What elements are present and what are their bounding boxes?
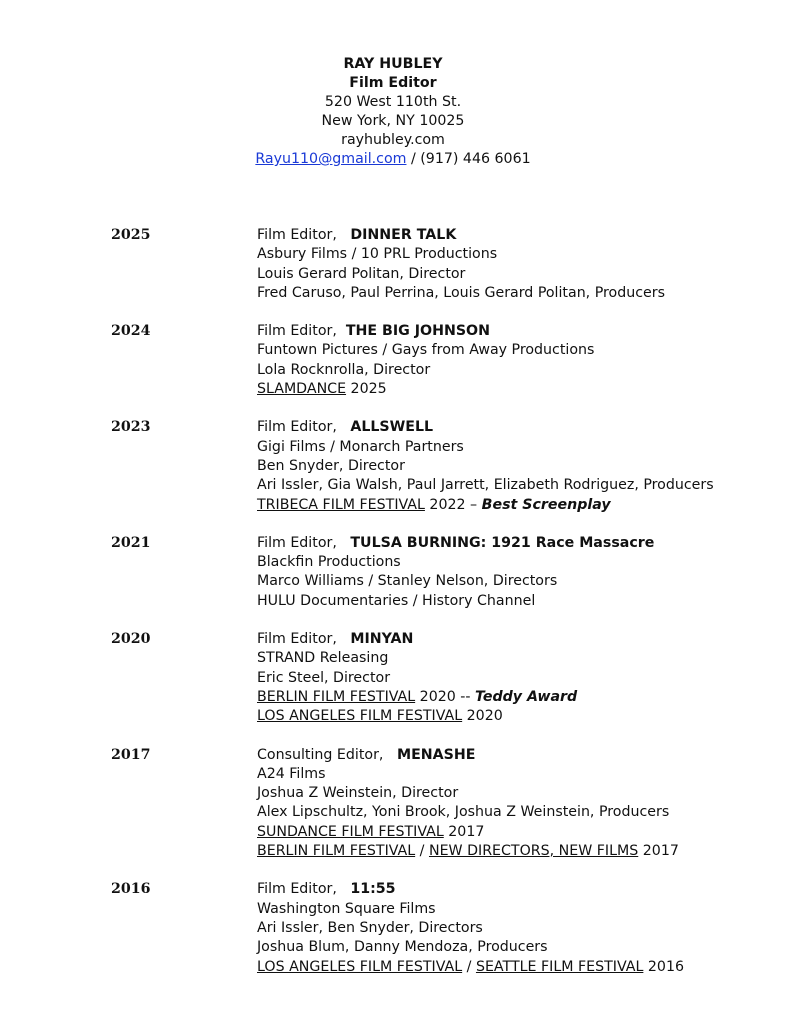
address-city: New York, NY 10025 <box>321 113 465 129</box>
credit-role-line <box>257 226 786 245</box>
credit-entry-2021 <box>0 534 786 611</box>
festival-year: 2020 <box>462 708 503 725</box>
credit-entry-2023 <box>0 418 786 514</box>
film-title: TULSA BURNING: 1921 Race Massacre <box>350 534 655 551</box>
film-title: 11:55 <box>350 881 396 898</box>
festival-name: TRIBECA FILM FESTIVAL <box>257 496 425 513</box>
festival-year: 2025 <box>346 381 387 398</box>
credit-details <box>257 630 786 726</box>
film-title: DINNER TALK <box>350 227 457 243</box>
festival-name: NEW DIRECTORS, NEW FILMS <box>428 843 639 860</box>
credit-details <box>257 880 786 976</box>
credit-role-line <box>257 534 786 553</box>
contact-line <box>0 150 786 169</box>
credit-details <box>257 322 786 399</box>
credit-entry-2020 <box>0 630 786 726</box>
credit-year: 2017 <box>111 746 151 763</box>
credit-role-line <box>257 322 786 341</box>
credit-line: Funtown Pictures / Gays from Away Productions <box>257 342 595 359</box>
film-title: MENASHE <box>396 746 476 763</box>
film-title: THE BIG JOHNSON <box>345 323 490 340</box>
credit-role: Film Editor, <box>257 419 337 436</box>
credit-details <box>257 746 786 862</box>
credit-line: Lola Rocknrolla, Director <box>257 361 431 378</box>
festival-line <box>257 496 786 515</box>
festival-name: SEATTLE FILM FESTIVAL <box>475 958 644 975</box>
credit-line: Marco Williams / Stanley Nelson, Directors <box>257 573 558 590</box>
festival-year: 2022 – <box>424 496 482 513</box>
festival-line <box>257 688 786 707</box>
credit-role-line <box>257 418 786 437</box>
credit-line: Ari Issler, Gia Walsh, Paul Jarrett, Elizabeth Rodriguez, Producers <box>257 477 714 494</box>
credit-year: 2025 <box>111 227 151 243</box>
festival-line <box>257 707 786 726</box>
credit-entry-2016 <box>0 880 786 976</box>
credit-line: Alex Lipschultz, Yoni Brook, Joshua Z Weinstein, Producers <box>257 804 670 821</box>
address-street: 520 West 110th St. <box>324 94 462 110</box>
credit-details <box>257 534 786 611</box>
award-name: Teddy Award <box>475 688 578 705</box>
credit-line: Louis Gerard Politan, Director <box>257 265 466 282</box>
festival-name: LOS ANGELES FILM FESTIVAL <box>257 708 463 725</box>
credit-year: 2021 <box>111 534 151 551</box>
credit-line: STRAND Releasing <box>257 650 389 667</box>
festival-year: 2020 -- <box>415 688 476 705</box>
festival-year: 2016 <box>643 958 684 975</box>
website: rayhubley.com <box>341 132 445 148</box>
credit-line: Blackfin Productions <box>257 554 401 571</box>
credit-line: Washington Square Films <box>257 900 436 917</box>
award-name: Best Screenplay <box>481 496 611 513</box>
credit-year: 2023 <box>111 419 151 436</box>
editor-role: Film Editor <box>349 75 437 91</box>
credit-line: HULU Documentaries / History Channel <box>257 592 536 609</box>
credit-line: Joshua Blum, Danny Mendoza, Producers <box>257 939 548 956</box>
credit-line: Ben Snyder, Director <box>257 457 405 474</box>
festival-name: BERLIN FILM FESTIVAL <box>257 843 416 860</box>
festival-line <box>257 842 786 861</box>
credit-role: Film Editor, <box>257 323 337 340</box>
festival-line <box>257 823 786 842</box>
festival-year: 2017 <box>443 823 485 840</box>
film-title: ALLSWELL <box>350 419 434 436</box>
credit-entry-2024 <box>0 322 786 399</box>
credit-role: Film Editor, <box>257 227 337 243</box>
credit-year: 2020 <box>111 631 151 648</box>
credit-details <box>257 226 786 303</box>
credit-details <box>257 418 786 514</box>
festival-year: 2017 <box>638 843 679 860</box>
credit-role: Film Editor, <box>257 881 337 898</box>
credit-role-line <box>257 746 786 765</box>
credit-role: Film Editor, <box>257 534 337 551</box>
film-title: MINYAN <box>350 631 414 648</box>
festival-name: SUNDANCE FILM FESTIVAL <box>257 823 444 840</box>
festival-separator: / <box>415 843 429 860</box>
credit-line: Joshua Z Weinstein, Director <box>257 785 459 802</box>
phone: / (917) 446 6061 <box>406 151 531 167</box>
credit-year: 2016 <box>111 881 151 898</box>
credit-entry-2017 <box>0 746 786 862</box>
credit-role-line <box>257 630 786 649</box>
editor-name: RAY HUBLEY <box>343 56 443 72</box>
festival-line <box>257 380 786 399</box>
credit-entry-2025 <box>0 226 786 303</box>
email-link[interactable]: Rayu110@gmail.com <box>255 151 407 167</box>
credit-line: Asbury Films / 10 PRL Productions <box>257 246 498 263</box>
credit-line: A24 Films <box>257 765 326 782</box>
festival-name: BERLIN FILM FESTIVAL <box>257 688 416 705</box>
festival-name: LOS ANGELES FILM FESTIVAL <box>257 958 463 975</box>
credits-list <box>0 226 786 996</box>
credit-line: Eric Steel, Director <box>257 669 391 686</box>
festival-name: SLAMDANCE <box>257 381 347 398</box>
credit-line: Ari Issler, Ben Snyder, Directors <box>257 919 483 936</box>
resume-header <box>0 55 786 169</box>
credit-line: Fred Caruso, Paul Perrina, Louis Gerard Politan, Producers <box>257 284 665 301</box>
credit-role-line <box>257 880 786 899</box>
festival-line <box>257 958 786 977</box>
credit-year: 2024 <box>111 323 151 340</box>
credit-role: Consulting Editor, <box>257 746 384 763</box>
credit-line: Gigi Films / Monarch Partners <box>257 438 464 455</box>
credit-role: Film Editor, <box>257 631 337 648</box>
festival-separator: / <box>462 958 476 975</box>
